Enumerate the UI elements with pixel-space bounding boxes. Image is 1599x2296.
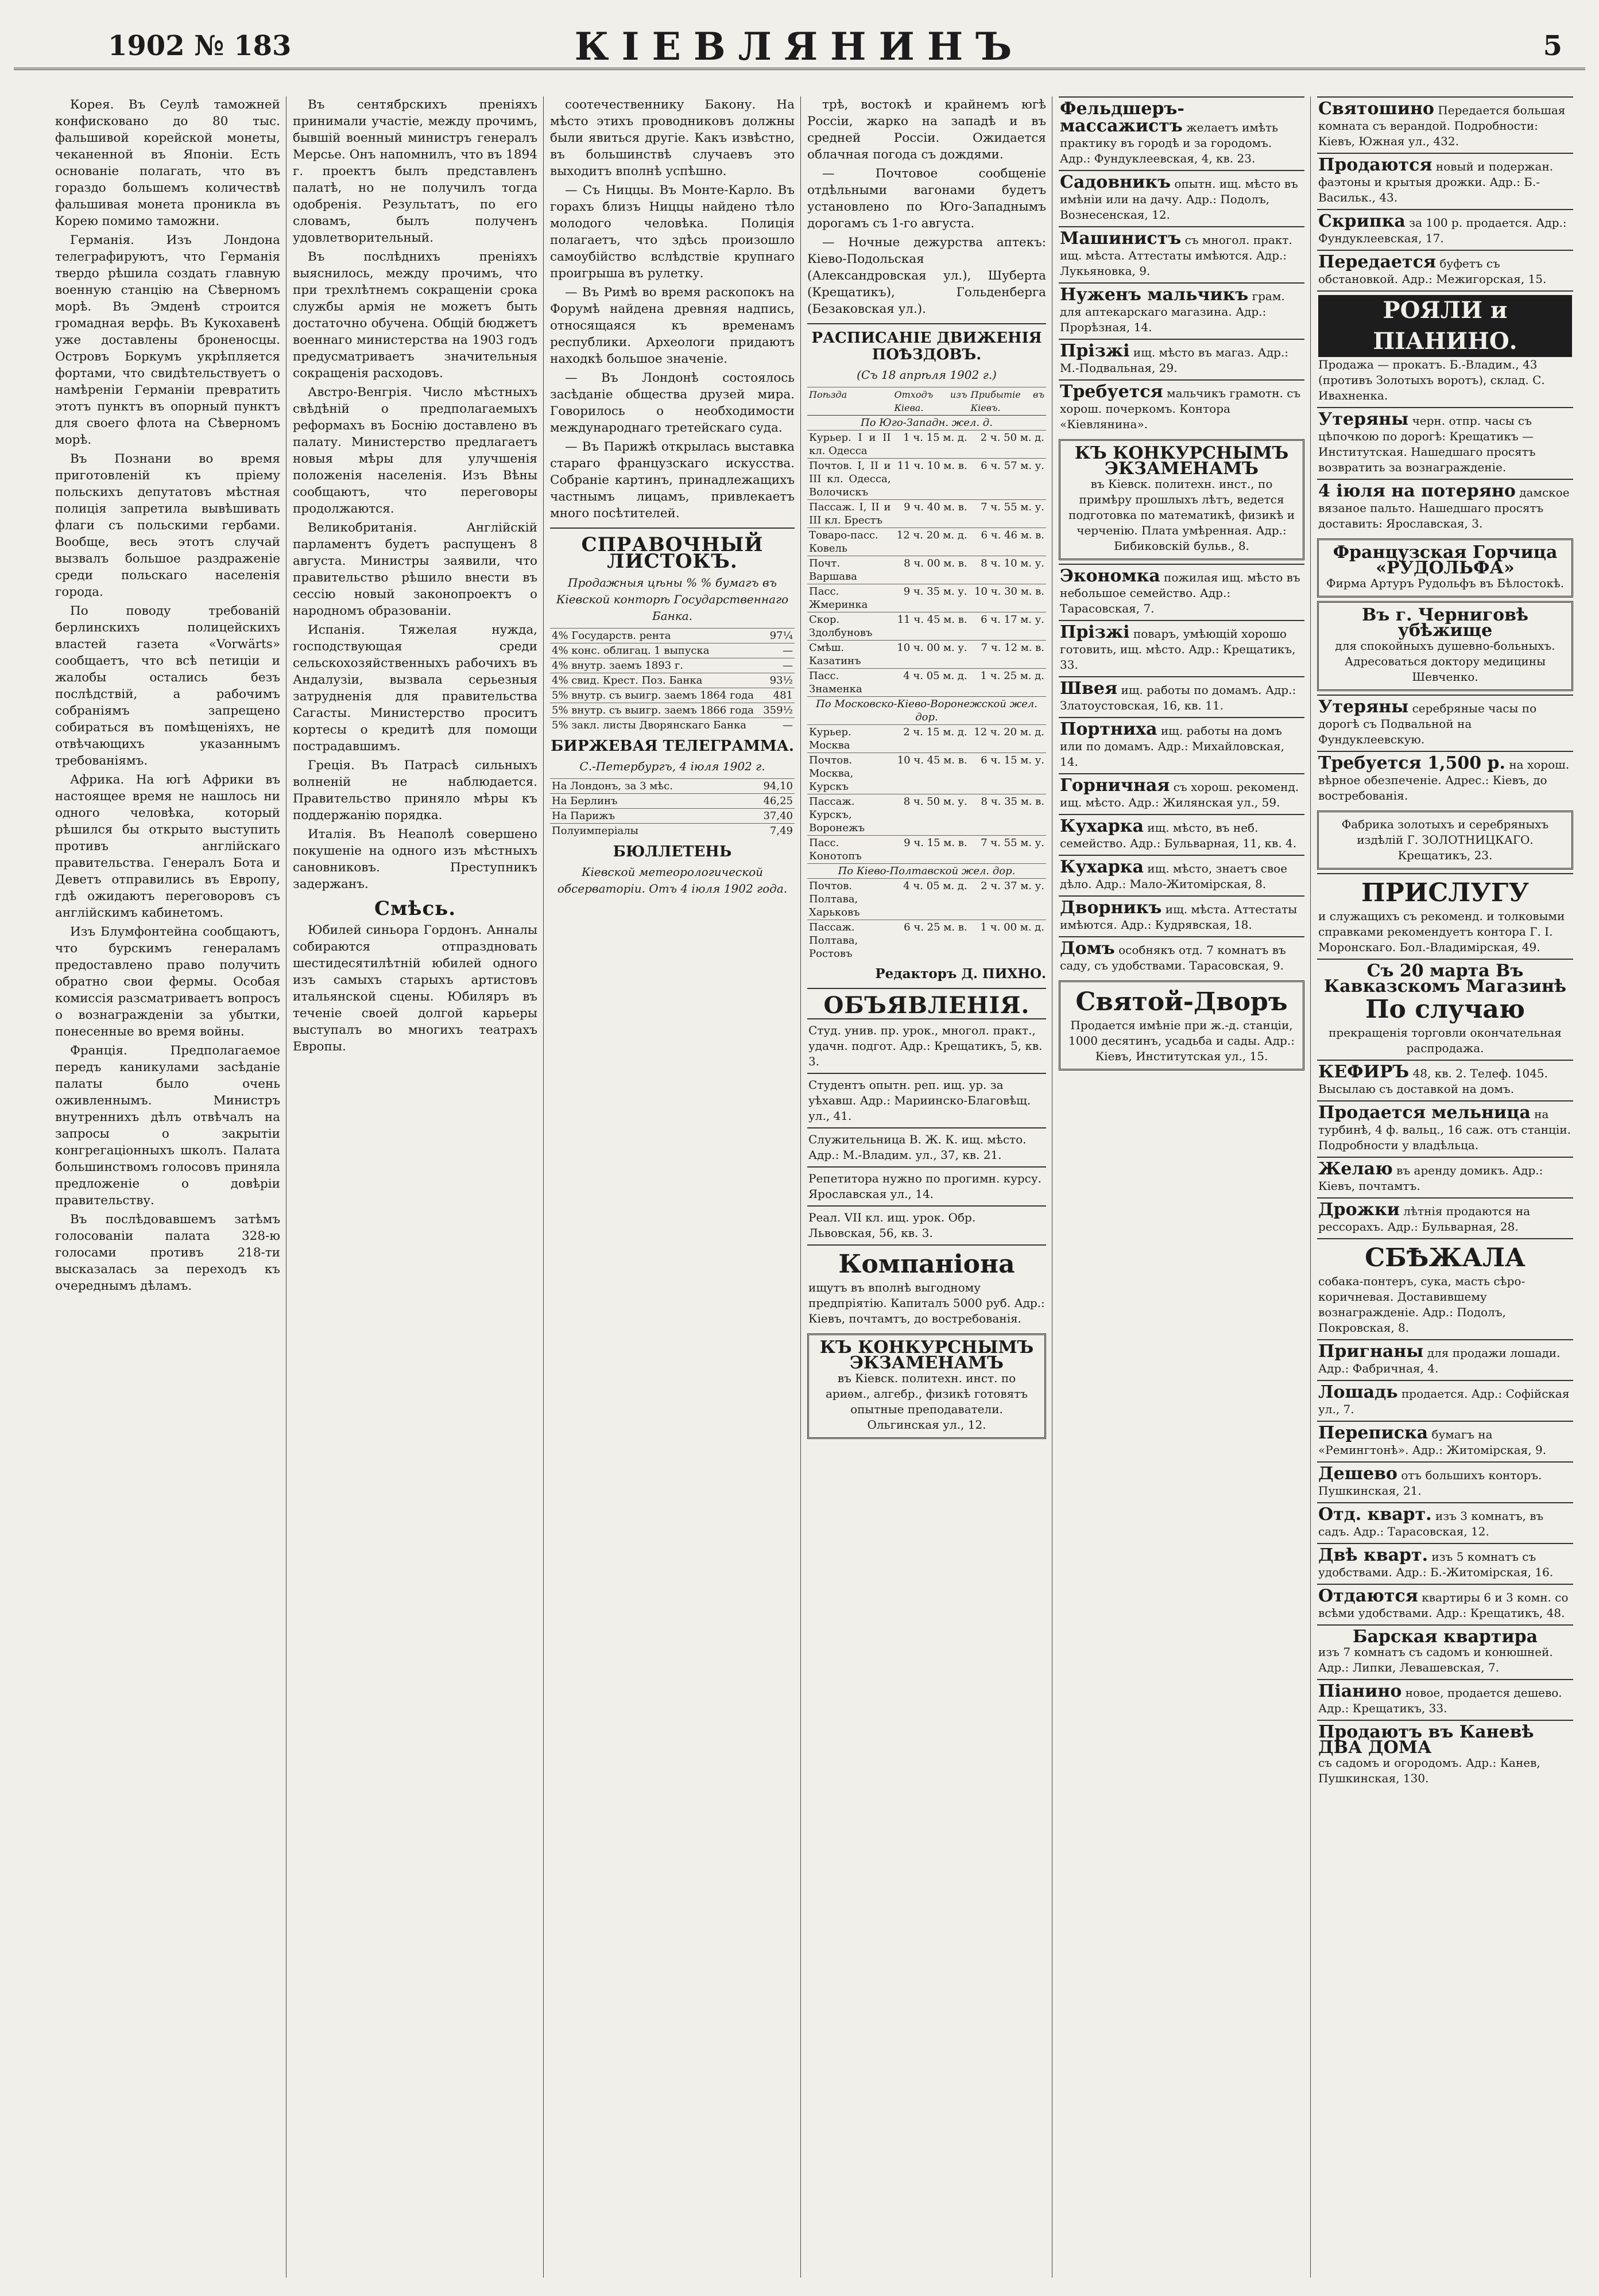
table-row: Курьер. I и II кл. Одесса 1 ч. 15 м. д. 2 ч. 50 м. д. (807, 430, 1046, 459)
classified-ad: Студентъ опытн. реп. ищ. ур. за уѣхавш. Адр.: Мариинско-Благовѣщ. ул., 41. (807, 1073, 1046, 1127)
classified-ad: Утеряны черн. отпр. часы съ цѣпочкою по дорогѣ: Крещатикъ — Институтская. Нашедшаго просятъ возвратить за вознагражденіе. (1317, 407, 1573, 479)
train-schedule-table (807, 387, 1046, 961)
issue-number: 1902 № 183 (108, 30, 292, 62)
news-paragraph: — Съ Ниццы. Въ Монте-Карло. Въ горахъ близъ Ниццы найдено тѣло молодого человѣка. Полиція полагаетъ, что здѣсь произошло самоубійство вслѣдствіе крупнаго проигрыша въ рулетку. (550, 183, 795, 281)
mustard-ad-title: Французская Горчица «РУДОЛЬФА» (1333, 542, 1558, 578)
news-paragraph: — Въ Римѣ во время раскопокъ на Форумѣ найдена древняя надпись, относящаяся къ временамъ республики. Археологи придаютъ находкѣ большое значеніе. (550, 285, 795, 366)
classified-ad: Экономка пожилая ищ. мѣсто въ небольшое семейство. Адр.: Тарасовская, 7. (1059, 564, 1304, 620)
classified-ad: Переписка бумагъ на «Ремингтонѣ». Адр.: Житомірская, 9. (1317, 1421, 1573, 1461)
ads-title: ОБЪЯВЛЕНІЯ. (823, 992, 1030, 1019)
classified-ad: Лошадь продается. Адр.: Софійская ул., 7. (1317, 1380, 1573, 1421)
companion-ad (807, 1244, 1046, 1330)
classified-ad: Продается мельница на турбинѣ, 4 ф. вальц., 16 саж. отъ станціи. Подробности у владѣльца. (1317, 1100, 1573, 1157)
asylum-ad-text: для спокойныхъ душевно-больныхъ. Адресоваться доктору медицины Шевченко. (1335, 639, 1555, 684)
news-paragraph: Великобританія. Англійскій парламентъ будетъ распущенъ 8 августа. Министры заявили, что правительство рѣшило внести въ сессію новый законопроектъ о народномъ образованіи. (293, 521, 537, 618)
jeweller-ad: Фабрика золотыхъ и серебряныхъ издѣлій Г. ЗОЛОТНИЦКАГО. Крещатикъ, 23. (1317, 810, 1573, 870)
news-column-3 (550, 96, 795, 2283)
classified-ad: Репетитора нужно по прогимн. курсу. Ярославская ул., 14. (807, 1166, 1046, 1205)
table-row: На Берлинъ 46,25 (550, 794, 795, 809)
schedule-section: По Юго-Западн. жел. д. (807, 416, 1046, 430)
table-row: Почтов. Полтава, Харьковъ 4 ч. 05 м. д. 2 ч. 37 м. у. (807, 879, 1046, 920)
classified-ad: Скрипка за 100 р. продается. Адр.: Фундуклеевская, 17. (1317, 209, 1573, 250)
classified-ad: Швея ищ. работы по домамъ. Адр.: Златоустовская, 16, кв. 11. (1059, 676, 1304, 717)
classified-ad: Нуженъ мальчикъ грам. для аптекарскаго магазина. Адр.: Прорѣзная, 14. (1059, 282, 1304, 339)
table-row: Почтов. I, II и III кл. Одесса, Волочискъ 11 ч. 10 м. в. 6 ч. 57 м. у. (807, 459, 1046, 500)
shop-ad-title: Съ 20 марта Въ Кавказскомъ Магазинѣ (1323, 961, 1567, 996)
table-row: Товаро-пасс. Ковель 12 ч. 20 м. д. 6 ч. 46 м. в. (807, 528, 1046, 556)
classified-ad: Машинистъ съ многол. практ. ищ. мѣста. Аттестаты имѣются. Адр.: Лукьяновка, 9. (1059, 226, 1304, 282)
news-paragraph: — Въ Парижѣ открылась выставка стараго французскаго искусства. Собраніе картинъ, принадлежащихъ частнымъ лицамъ, привлекаетъ много посѣтителей. (550, 440, 795, 521)
news-paragraph: — Въ Лондонѣ состоялось засѣданіе общества друзей мира. Говорилось о необходимости международнаго третейскаго суда. (550, 371, 795, 435)
houses-ad-title: Продаютъ въ Каневѣ ДВА ДОМА (1318, 1722, 1534, 1758)
piano-ad (1317, 290, 1573, 407)
news-column-2 (293, 96, 537, 2283)
news-paragraph: — Почтовое сообщеніе отдѣльными вагонами будетъ установлено по Юго-Западнымъ дорогамъ съ 1-го августа. (807, 166, 1046, 231)
table-row: Почт. Варшава 8 ч. 00 м. в. 8 ч. 10 м. у. (807, 556, 1046, 584)
table-row: Полуимперіалы 7,49 (550, 824, 795, 839)
news-paragraph: Австро-Венгрія. Число мѣстныхъ свѣдѣній о предполагаемыхъ реформахъ въ Боснію доставлено въ палату. Министерство предлагаетъ новыя мѣры для улучшенія положенія населенія. Изъ Вѣны сообщаютъ, что переговоры продолжаются. (293, 385, 537, 516)
news-paragraph: По поводу требованій берлинскихъ полицейскихъ властей газета «Vorwärts» сообщаетъ, что всѣ петиціи и жалобы остались безъ послѣдствій, а рабочимъ собраніямъ запрещено собираться въ помѣщеніяхъ, не отвѣчающихъ указаннымъ требованіямъ. (55, 604, 280, 768)
sale-text: прекращенія торговли окончательная распродажа. (1329, 1026, 1562, 1055)
editor-signature: Редакторъ Д. ПИХНО. (875, 966, 1046, 982)
exam-ad (807, 1333, 1046, 1439)
table-row: Пасс. Жмеринка 9 ч. 35 м. у. 10 ч. 30 м. в. (807, 584, 1046, 612)
news-paragraph: Испанія. Тяжелая нужда, господствующая среди сельскохозяйственныхъ рабочихъ въ Андалузіи, вызвала серьезныя затрудненія для правительства Сагасты. Министерство проситъ кортесы о кредитѣ для помощи пострадавшимъ. (293, 623, 537, 754)
securities-table (550, 628, 795, 732)
lost-dog-ad (1317, 1238, 1573, 1339)
estate-sale-title: Святой-Дворъ (1075, 987, 1288, 1017)
classified-ad: Фельдшеръ-массажистъ желаетъ имѣть практику въ городѣ и за городомъ. Адр.: Фундуклеевская, 4, кв. 23. (1059, 96, 1304, 170)
table-row: Пассаж. Полтава, Ростовъ 6 ч. 25 м. в. 1 ч. 00 м. д. (807, 920, 1046, 961)
exchange-telegram-title: БИРЖЕВАЯ ТЕЛЕГРАММА. (551, 738, 794, 755)
column-rule (543, 96, 544, 2278)
table-row: Пасс. Знаменка 4 ч. 05 м. д. 1 ч. 25 м. д. (807, 669, 1046, 697)
shop-ad (1317, 959, 1573, 1060)
classified-ad: Студ. унив. пр. урок., многол. практ., удачн. подгот. Адр.: Крещатикъ, 5, кв. 3. (807, 1018, 1046, 1073)
bulletin-subtitle: Кіевской метеорологической обсерваторіи. Отъ 4 іюля 1902 года. (557, 865, 788, 895)
classified-ad: Двѣ кварт. изъ 5 комнатъ съ удобствами. Адр.: Б.-Житомірская, 16. (1317, 1543, 1573, 1584)
news-paragraph: Въ Познани во время приготовленій къ пріему польскихъ депутатовъ мѣстная полиція запретила вывѣшивать флаги съ польскими гербами. Вообще, весь этотъ случай вызвалъ большое раздраженіе среди польскаго населенія города. (55, 452, 280, 599)
news-paragraph: Италія. Въ Неаполѣ совершено покушеніе на одного изъ мѣстныхъ сановниковъ. Преступникъ задержанъ. (293, 827, 537, 891)
news-paragraph: Въ сентябрскихъ преніяхъ принимали участіе, между прочимъ, бывшій военный министръ генералъ Мерсье. Онъ напомнилъ, что въ 1894 г. проектъ былъ представленъ палатѣ, но не получилъ тогда одобренія. Результатъ, по его словамъ, былъ полученъ удовлетворительный. (293, 98, 537, 245)
bulletin-title: БЮЛЛЕТЕНЬ (613, 843, 732, 860)
lost-dog-text: собака-понтеръ, сука, масть сѣро-коричневая. Доставившему вознагражденіе. Адр.: Подолъ, Покровская, 8. (1318, 1274, 1526, 1335)
news-column-4 (807, 96, 1046, 2283)
classified-ad: Кухарка ищ. мѣсто, знаетъ свое дѣло. Адр.: Мало-Житомірская, 8. (1059, 855, 1304, 895)
schedule-section: По Кіево-Полтавской жел. дор. (807, 864, 1046, 879)
exchange-table (550, 778, 795, 838)
classified-ad: Дешево отъ большихъ конторъ. Пушкинская, 21. (1317, 1461, 1573, 1502)
exam-ad-text: въ Кіевск. политехн. инст. по ариѳм., алгебр., физикѣ готовятъ опытные преподаватели. Ольгинская ул., 12. (825, 1371, 1028, 1432)
apartment-ad (1317, 1624, 1573, 1679)
classified-ad: Желаю въ аренду домикъ. Адр.: Кіевъ, почтамтъ. (1317, 1157, 1573, 1197)
classified-ad: Домъ особнякъ отд. 7 комнатъ въ саду, съ удобствами. Тарасовская, 9. (1059, 936, 1304, 977)
news-paragraph: трѣ, востокѣ и крайнемъ югѣ Россіи, жарко на западѣ и въ средней Россіи. Ожидается облачная погода съ дождями. (807, 98, 1046, 162)
classified-ad: Дрожки лѣтнія продаются на рессорахъ. Адр.: Бульварная, 28. (1317, 1197, 1573, 1238)
news-column-1 (55, 96, 280, 2283)
exam-ad-text: въ Кіевск. политехн. инст., по примѣру прошлыхъ лѣтъ, ведется подготовка по математикѣ, физикѣ и черченію. Плата умѣренная. Адр.: Бибиковскій бульв., 8. (1068, 477, 1295, 553)
news-paragraph: Изъ Блумфонтейна сообщаютъ, что бурскимъ генераламъ предоставлено право получить обратно свои фермы. Особая комиссія разсматриваетъ вопросъ о вознагражденіи за убытки, понесенные во время войны. (55, 925, 280, 1039)
classified-ad: Кухарка ищ. мѣсто, въ неб. семейство. Адр.: Бульварная, 11, кв. 4. (1059, 814, 1304, 855)
classified-ad: Реал. VII кл. ищ. урок. Обр. Львовская, 56, кв. 3. (807, 1205, 1046, 1244)
table-row: 4% внутр. заемъ 1893 г. — (550, 658, 795, 673)
piano-ad-text: Продажа — прокатъ. Б.-Владим., 43 (противъ Золотыхъ воротъ), склад. С. Ивахненка. (1318, 358, 1545, 402)
table-row: Почтов. Москва, Курскъ 10 ч. 45 м. в. 6 ч. 15 м. у. (807, 753, 1046, 794)
table-row: Курьер. Москва 2 ч. 15 м. д. 12 ч. 20 м. д. (807, 725, 1046, 753)
table-row: 4% свид. Крест. Поз. Банка 93½ (550, 673, 795, 688)
table-header: Поѣзда Отходъ изъ Кіева. Прибытіе въ Кіевъ. (807, 387, 1046, 416)
pianino-ad: Піанино новое, продается дешево. Адр.: Крещатикъ, 33. (1317, 1679, 1573, 1720)
schedule-subtitle: (Съ 18 апрѣля 1902 г.) (857, 368, 997, 382)
news-paragraph: Юбилей синьора Гордонъ. Анналы собираются отпраздновать шестидесятилѣтній юбилей одного изъ самыхъ старыхъ артистовъ итальянской сцены. Юбиляръ въ теченіе своей долгой карьеры выступалъ во многихъ театрахъ Европы. (293, 923, 537, 1054)
market-title: СПРАВОЧНЫЙ ЛИСТОКЪ. (581, 533, 764, 573)
schedule-section: По Московско-Кіево-Воронежской жел. дор. (807, 697, 1046, 725)
classified-ad: Отд. кварт. изъ 3 комнатъ, въ садъ. Адр.: Тарасовская, 12. (1317, 1502, 1573, 1543)
classified-ad: Горничная съ хорош. рекоменд. ищ. мѣсто. Адр.: Жилянская ул., 59. (1059, 773, 1304, 814)
classified-ad: Требуется мальчикъ грамотн. съ хорош. почеркомъ. Контора «Кіевлянина». (1059, 379, 1304, 436)
table-row: Пассаж. Курскъ, Воронежъ 8 ч. 50 м. у. 8 ч. 35 м. в. (807, 794, 1046, 836)
newspaper-title: КІЕВЛЯНИНЪ (574, 24, 1025, 69)
exam-ad-title: КЪ КОНКУРСНЫМЪ ЭКЗАМЕНАМЪ (1074, 443, 1289, 479)
classified-ad: Портниха ищ. работы на домъ или по домамъ. Адр.: Михайловская, 14. (1059, 717, 1304, 773)
lost-dog-title: СБѢЖАЛА (1365, 1243, 1526, 1273)
ads-column-5 (1059, 96, 1304, 2283)
classified-ad: Дворникъ ищ. мѣста. Аттестаты имѣются. Адр.: Кудрявская, 18. (1059, 895, 1304, 936)
news-paragraph: Въ послѣднихъ преніяхъ выяснилось, между прочимъ, что при трехлѣтнемъ сокращеніи срока службы армія не можетъ быть достаточно обучена. Общій бюджетъ военнаго министерства на 1903 годъ предусматриваетъ значительныя сокращенія расходовъ. (293, 250, 537, 381)
estate-sale-ad (1059, 980, 1304, 1071)
servants-ad (1317, 873, 1573, 959)
apartment-ad-text: изъ 7 комнатъ съ садомъ и конюшней. Адр.: Липки, Левашевская, 7. (1318, 1645, 1553, 1674)
asylum-ad-title: Въ г. Черниговѣ убѣжище (1361, 605, 1529, 641)
houses-ad (1317, 1720, 1573, 1790)
table-row: Скор. Здолбуновъ 11 ч. 45 м. в. 6 ч. 17 м. у. (807, 612, 1046, 641)
news-paragraph: соотечественнику Бакону. На мѣсто этихъ проводниковъ должны были явиться другіе. Какъ извѣстно, въ большинствѣ случаевъ это выходитъ вполнѣ успѣшно. (550, 98, 795, 179)
servants-ad-title: ПРИСЛУГУ (1361, 878, 1529, 907)
classified-ad: Требуется 1,500 р. на хорош. вѣрное обезпеченіе. Адрес.: Кіевъ, до востребованія. (1317, 751, 1573, 807)
table-row: Пассаж. I, II и III кл. Брестъ 9 ч. 40 м. в. 7 ч. 55 м. у. (807, 500, 1046, 528)
table-row: 5% закл. листы Дворянскаго Банка — (550, 718, 795, 733)
classified-ad: Прізжі поваръ, умѣющій хорошо готовить, ищ. мѣсто. Адр.: Крещатикъ, 33. (1059, 620, 1304, 676)
sale-title: По случаю (1365, 995, 1526, 1024)
kefir-ad: КЕФИРЪ 48, кв. 2. Телеф. 1045. Высылаю съ доставкой на домъ. (1317, 1060, 1573, 1100)
news-paragraph: Корея. Въ Сеулѣ таможней конфисковано до 80 тыс. фальшивой корейской монеты, чеканенной въ Японіи. Есть основаніе полагать, что въ гораздо большемъ количествѣ фальшивая монета проникла въ Корею помимо таможни. (55, 98, 280, 228)
classified-ad: Садовникъ опытн. ищ. мѣсто въ имѣніи или на дачу. Адр.: Подолъ, Вознесенская, 12. (1059, 170, 1304, 226)
servants-ad-text: и служащихъ съ рекоменд. и толковыми справками рекомендуетъ контора Г. I. Моронскаго. Бол.-Владимірская, 49. (1318, 909, 1565, 954)
table-row: 4% Государств. рента 97¼ (550, 629, 795, 643)
news-paragraph: Германія. Изъ Лондона телеграфируютъ, что Германія твердо рѣшила создать главную военную станцію на Сѣверномъ морѣ. Въ Эмденѣ строится громадная верфь. Въ Кукохавенѣ уже доставлены броненосцы. Островъ Боркумъ укрѣпляется фортами, что свидѣтельствуетъ о намѣреніи Германіи превратить этотъ пунктъ въ опорный пунктъ для своего флота на Сѣверномъ морѣ. (55, 233, 280, 447)
schedule-title: РАСПИСАНІЕ ДВИЖЕНІЯ ПОѢЗДОВЪ. (811, 329, 1042, 363)
companion-ad-title: Компаніона (838, 1250, 1015, 1279)
apartment-ad-title: Барская квартира (1352, 1627, 1538, 1647)
exam-ad-title: КЪ КОНКУРСНЫМЪ ЭКЗАМЕНАМЪ (819, 1337, 1034, 1373)
news-paragraph: Въ послѣдовавшемъ затѣмъ голосованіи палата 328-ю голосами противъ 218-ти высказалась за переходъ къ очереднымъ дѣламъ. (55, 1212, 280, 1293)
classified-ad: Святошино Передается большая комната съ верандой. Подробности: Кіевъ, Южная ул., 432. (1317, 96, 1573, 153)
piano-ad-title: РОЯЛИ и ПІАНИНО. (1318, 295, 1572, 357)
classified-ad: Служительница В. Ж. К. ищ. мѣсто. Адр.: М.-Владим. ул., 37, кв. 21. (807, 1127, 1046, 1166)
classified-ad: 4 іюля на потеряно дамское вязаное пальто. Нашедшаго просятъ доставить: Ярославская, 3. (1317, 479, 1573, 535)
classified-ad: Отдаются квартиры 6 и 3 комн. со всѣми удобствами. Адр.: Крещатикъ, 48. (1317, 1584, 1573, 1624)
asylum-ad (1317, 601, 1573, 691)
market-subtitle: Продажныя цѣны % % бумагъ въ Кіевской конторѣ Государственнаго Банка. (556, 576, 789, 623)
exam-ad (1059, 439, 1304, 560)
companion-ad-text: ищутъ въ вполнѣ выгодному предпріятію. Капиталъ 5000 руб. Адр.: Кіевъ, почтамтъ, до востребованія. (808, 1281, 1045, 1325)
table-row: 4% конс. облигац. 1 выпуска — (550, 643, 795, 658)
masthead (14, 10, 1585, 70)
column-rule (1310, 96, 1311, 2278)
exchange-telegram-subtitle: С.-Петербургъ, 4 іюля 1902 г. (579, 759, 765, 773)
table-row: На Лондонъ, за 3 мѣс. 94,10 (550, 779, 795, 794)
news-paragraph: Греція. Въ Патрасѣ сильныхъ волненій не наблюдается. Правительство приняло мѣры къ поддержанію порядка. (293, 758, 537, 823)
houses-ad-text: съ садомъ и огородомъ. Адр.: Канев, Пушкинская, 130. (1318, 1756, 1540, 1785)
table-row: Смѣш. Казатинъ 10 ч. 00 м. у. 7 ч. 12 м. в. (807, 641, 1046, 669)
page-number: 5 (1543, 30, 1562, 62)
classified-ad: Прізжі ищ. мѣсто въ магаз. Адр.: М.-Подвальная, 29. (1059, 339, 1304, 379)
section-heading: Смѣсь. (374, 897, 456, 920)
column-rule (800, 96, 801, 2278)
mustard-ad (1317, 538, 1573, 598)
classified-ad: Передается буфетъ съ обстановкой. Адр.: Межигорская, 15. (1317, 250, 1573, 290)
classified-ad: Продаются новый и подержан. фаэтоны и крытыя дрожки. Адр.: Б.-Васильк., 43. (1317, 153, 1573, 209)
estate-sale-text: Продается имѣніе при ж.-д. станціи, 1000 десятинъ, усадьба и сады. Адр.: Кіевъ, Институтская ул., 15. (1068, 1018, 1295, 1063)
table-row: На Парижъ 37,40 (550, 809, 795, 824)
mustard-ad-text: Фирма Артуръ Рудольфъ въ Бѣлостокѣ. (1326, 576, 1565, 590)
news-paragraph: Африка. На югѣ Африки въ настоящее время не нашлось ни одного человѣка, который рѣшился бы открыто выступить противъ англійскаго правительства. Генералъ Бота и Деветъ отправились въ Европу, гдѣ ожидаютъ переговоровъ съ англійскимъ кабинетомъ. (55, 773, 280, 920)
classified-ad: Пригнаны для продажи лошади. Адр.: Фабричная, 4. (1317, 1339, 1573, 1380)
table-row: 5% внутр. съ выигр. заемъ 1864 года 481 (550, 688, 795, 703)
table-row: 5% внутр. съ выигр. заемъ 1866 года 359½ (550, 703, 795, 718)
news-paragraph: — Ночные дежурства аптекъ: Кіево-Подольская (Александровская ул.), Шуберта (Крещатикъ), Гольденберга (Безаковская ул.). (807, 235, 1046, 316)
ads-column-6 (1317, 96, 1573, 2283)
news-paragraph: Франція. Предполагаемое передъ каникулами засѣданіе палаты было очень оживленнымъ. Министръ внутреннихъ дѣлъ отвѣчалъ на запросы о закрытіи конгрегаціонныхъ школъ. Палата большинствомъ голосовъ приняла предложеніе о довѣріи правительству. (55, 1044, 280, 1208)
table-row: Пасс. Конотопъ 9 ч. 15 м. в. 7 ч. 55 м. у. (807, 836, 1046, 864)
classified-ad: Утеряны серебряные часы по дорогѣ съ Подвальной на Фундуклеевскую. (1317, 695, 1573, 751)
